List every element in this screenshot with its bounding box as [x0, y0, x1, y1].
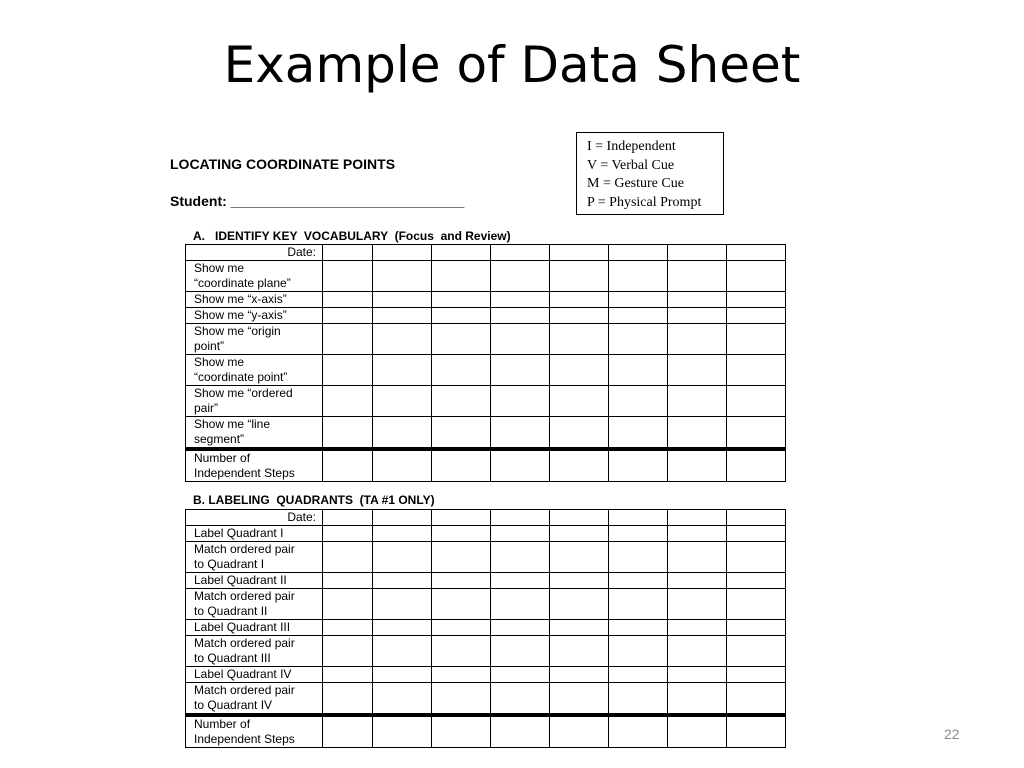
data-cell[interactable] [668, 636, 727, 667]
data-cell[interactable] [491, 526, 550, 542]
data-cell[interactable] [668, 683, 727, 716]
data-cell[interactable] [668, 526, 727, 542]
data-cell[interactable] [491, 355, 550, 386]
data-cell[interactable] [491, 667, 550, 683]
data-cell[interactable] [609, 715, 668, 748]
row-label: Label Quadrant II [186, 573, 323, 589]
data-cell[interactable] [491, 715, 550, 748]
data-cell[interactable] [491, 417, 550, 450]
data-cell[interactable] [432, 261, 491, 292]
data-cell[interactable] [609, 386, 668, 417]
data-cell[interactable] [373, 355, 432, 386]
data-cell[interactable] [491, 542, 550, 573]
data-cell[interactable] [373, 589, 432, 620]
table-row [186, 542, 786, 573]
data-cell[interactable] [550, 292, 609, 308]
data-cell[interactable] [550, 683, 609, 716]
data-cell[interactable] [432, 510, 491, 526]
data-cell[interactable] [323, 417, 373, 450]
row-label: Show me “line segment” [186, 417, 323, 450]
table-row [186, 526, 786, 542]
data-cell[interactable] [668, 589, 727, 620]
data-cell[interactable] [727, 573, 786, 589]
vocabulary-table [185, 244, 786, 482]
table-row [186, 324, 786, 355]
data-cell[interactable] [323, 324, 373, 355]
data-cell[interactable] [609, 245, 668, 261]
data-cell[interactable] [373, 542, 432, 573]
data-cell[interactable] [727, 667, 786, 683]
total-label: Number of Independent Steps [186, 449, 323, 482]
data-cell[interactable] [727, 386, 786, 417]
total-row [186, 449, 786, 482]
data-cell[interactable] [491, 589, 550, 620]
data-cell[interactable] [373, 526, 432, 542]
data-cell[interactable] [668, 355, 727, 386]
data-cell[interactable] [432, 355, 491, 386]
row-label: Label Quadrant III [186, 620, 323, 636]
prompt-legend [576, 132, 724, 215]
data-cell[interactable] [550, 573, 609, 589]
table-row [186, 292, 786, 308]
data-cell[interactable] [550, 417, 609, 450]
data-cell[interactable] [432, 449, 491, 482]
row-label: Show me “ordered pair” [186, 386, 323, 417]
row-label: Match ordered pair to Quadrant I [186, 542, 323, 573]
data-cell[interactable] [609, 308, 668, 324]
total-label: Number of Independent Steps [186, 715, 323, 748]
data-cell[interactable] [609, 292, 668, 308]
date-row [186, 245, 786, 261]
data-cell[interactable] [373, 683, 432, 716]
data-cell[interactable] [323, 542, 373, 573]
data-cell[interactable] [550, 261, 609, 292]
data-cell[interactable] [668, 386, 727, 417]
data-cell[interactable] [727, 355, 786, 386]
data-cell[interactable] [727, 417, 786, 450]
data-cell[interactable] [727, 245, 786, 261]
data-cell[interactable] [550, 526, 609, 542]
data-cell[interactable] [323, 667, 373, 683]
data-cell[interactable] [323, 292, 373, 308]
row-label: Match ordered pair to Quadrant IV [186, 683, 323, 716]
section-b-title: B. LABELING QUADRANTS (TA #1 ONLY) [193, 493, 435, 507]
data-cell[interactable] [550, 449, 609, 482]
data-cell[interactable] [550, 589, 609, 620]
data-cell[interactable] [373, 386, 432, 417]
data-cell[interactable] [727, 683, 786, 716]
data-cell[interactable] [668, 510, 727, 526]
table-row [186, 620, 786, 636]
data-cell[interactable] [323, 589, 373, 620]
data-cell[interactable] [491, 261, 550, 292]
data-cell[interactable] [727, 715, 786, 748]
row-label: Label Quadrant IV [186, 667, 323, 683]
row-label: Show me “coordinate plane” [186, 261, 323, 292]
data-cell[interactable] [491, 245, 550, 261]
data-cell[interactable] [432, 667, 491, 683]
data-cell[interactable] [491, 292, 550, 308]
data-cell[interactable] [373, 308, 432, 324]
data-cell[interactable] [668, 573, 727, 589]
data-cell[interactable] [373, 715, 432, 748]
row-label: Show me “y-axis” [186, 308, 323, 324]
data-cell[interactable] [668, 449, 727, 482]
table-row [186, 386, 786, 417]
student-blank: ______________________________ [226, 193, 465, 209]
row-label: Match ordered pair to Quadrant III [186, 636, 323, 667]
data-cell[interactable] [727, 324, 786, 355]
data-cell[interactable] [491, 620, 550, 636]
data-cell[interactable] [432, 715, 491, 748]
data-cell[interactable] [323, 449, 373, 482]
row-label: Show me “coordinate point” [186, 355, 323, 386]
data-cell[interactable] [727, 542, 786, 573]
data-cell[interactable] [432, 308, 491, 324]
data-cell[interactable] [491, 510, 550, 526]
table-row [186, 636, 786, 667]
slide-title: Example of Data Sheet [223, 36, 801, 94]
data-cell[interactable] [550, 620, 609, 636]
data-cell[interactable] [550, 324, 609, 355]
date-label: Date: [186, 510, 323, 526]
student-label: Student: [170, 193, 227, 209]
table-row [186, 667, 786, 683]
data-cell[interactable] [432, 526, 491, 542]
data-cell[interactable] [432, 573, 491, 589]
data-cell[interactable] [550, 386, 609, 417]
data-cell[interactable] [550, 308, 609, 324]
legend-line: M = Gesture Cue [587, 176, 684, 191]
data-cell[interactable] [668, 308, 727, 324]
data-cell[interactable] [727, 510, 786, 526]
table-row [186, 355, 786, 386]
data-cell[interactable] [727, 589, 786, 620]
data-cell[interactable] [373, 667, 432, 683]
data-cell[interactable] [432, 683, 491, 716]
data-cell[interactable] [668, 542, 727, 573]
data-cell[interactable] [373, 261, 432, 292]
data-cell[interactable] [491, 636, 550, 667]
date-label: Date: [186, 245, 323, 261]
table-row [186, 589, 786, 620]
data-cell[interactable] [323, 261, 373, 292]
data-cell[interactable] [323, 386, 373, 417]
student-field [170, 193, 464, 209]
data-cell[interactable] [668, 667, 727, 683]
data-cell[interactable] [491, 683, 550, 716]
data-cell[interactable] [550, 542, 609, 573]
row-label: Show me “origin point” [186, 324, 323, 355]
data-cell[interactable] [432, 636, 491, 667]
data-cell[interactable] [432, 324, 491, 355]
data-cell[interactable] [323, 683, 373, 716]
data-cell[interactable] [609, 417, 668, 450]
legend-line: V = Verbal Cue [587, 157, 675, 173]
data-cell[interactable] [550, 510, 609, 526]
data-cell[interactable] [432, 542, 491, 573]
data-cell[interactable] [727, 526, 786, 542]
table-row [186, 308, 786, 324]
data-cell[interactable] [609, 620, 668, 636]
data-cell[interactable] [432, 620, 491, 636]
data-cell[interactable] [609, 355, 668, 386]
page-number: 22 [944, 726, 960, 742]
table-row [186, 573, 786, 589]
row-label: Label Quadrant I [186, 526, 323, 542]
date-row [186, 510, 786, 526]
data-cell[interactable] [323, 573, 373, 589]
data-cell[interactable] [373, 245, 432, 261]
legend-line: I = Independent [587, 139, 676, 154]
data-cell[interactable] [550, 355, 609, 386]
data-cell[interactable] [609, 449, 668, 482]
legend-line: P = Physical Prompt [587, 194, 702, 210]
data-cell[interactable] [668, 417, 727, 450]
data-cell[interactable] [609, 261, 668, 292]
data-cell[interactable] [323, 308, 373, 324]
row-label: Show me “x-axis” [186, 292, 323, 308]
data-cell[interactable] [432, 386, 491, 417]
data-cell[interactable] [668, 324, 727, 355]
data-cell[interactable] [373, 292, 432, 308]
data-cell[interactable] [491, 573, 550, 589]
data-cell[interactable] [432, 245, 491, 261]
data-cell[interactable] [668, 245, 727, 261]
data-cell[interactable] [609, 683, 668, 716]
data-cell[interactable] [609, 589, 668, 620]
data-cell[interactable] [323, 526, 373, 542]
data-cell[interactable] [609, 667, 668, 683]
data-cell[interactable] [727, 636, 786, 667]
data-cell[interactable] [550, 715, 609, 748]
data-cell[interactable] [432, 292, 491, 308]
data-cell[interactable] [668, 715, 727, 748]
data-cell[interactable] [550, 667, 609, 683]
data-cell[interactable] [668, 292, 727, 308]
data-cell[interactable] [373, 620, 432, 636]
sheet-heading: LOCATING COORDINATE POINTS [170, 156, 396, 172]
row-label: Match ordered pair to Quadrant II [186, 589, 323, 620]
data-cell[interactable] [323, 355, 373, 386]
section-a-title: A. IDENTIFY KEY VOCABULARY (Focus and Review) [193, 229, 511, 243]
data-cell[interactable] [323, 636, 373, 667]
data-cell[interactable] [373, 636, 432, 667]
data-cell[interactable] [727, 308, 786, 324]
data-cell[interactable] [609, 510, 668, 526]
data-cell[interactable] [550, 245, 609, 261]
total-row [186, 715, 786, 748]
data-cell[interactable] [373, 324, 432, 355]
data-cell[interactable] [323, 715, 373, 748]
data-cell[interactable] [323, 245, 373, 261]
data-cell[interactable] [491, 386, 550, 417]
quadrants-table [185, 509, 786, 748]
data-cell[interactable] [727, 449, 786, 482]
data-cell[interactable] [668, 620, 727, 636]
data-cell[interactable] [609, 636, 668, 667]
data-cell[interactable] [373, 417, 432, 450]
data-cell[interactable] [609, 324, 668, 355]
data-cell[interactable] [373, 449, 432, 482]
data-cell[interactable] [432, 417, 491, 450]
table-row [186, 261, 786, 292]
data-cell[interactable] [609, 542, 668, 573]
table-row [186, 417, 786, 450]
data-cell[interactable] [491, 308, 550, 324]
data-cell[interactable] [609, 573, 668, 589]
data-cell[interactable] [323, 620, 373, 636]
data-cell[interactable] [491, 449, 550, 482]
data-cell[interactable] [323, 510, 373, 526]
data-cell[interactable] [373, 510, 432, 526]
data-cell[interactable] [668, 261, 727, 292]
data-cell[interactable] [373, 573, 432, 589]
data-cell[interactable] [550, 636, 609, 667]
data-cell[interactable] [609, 526, 668, 542]
data-cell[interactable] [727, 620, 786, 636]
data-cell[interactable] [432, 589, 491, 620]
data-cell[interactable] [491, 324, 550, 355]
data-cell[interactable] [727, 261, 786, 292]
data-cell[interactable] [727, 292, 786, 308]
table-row [186, 683, 786, 716]
